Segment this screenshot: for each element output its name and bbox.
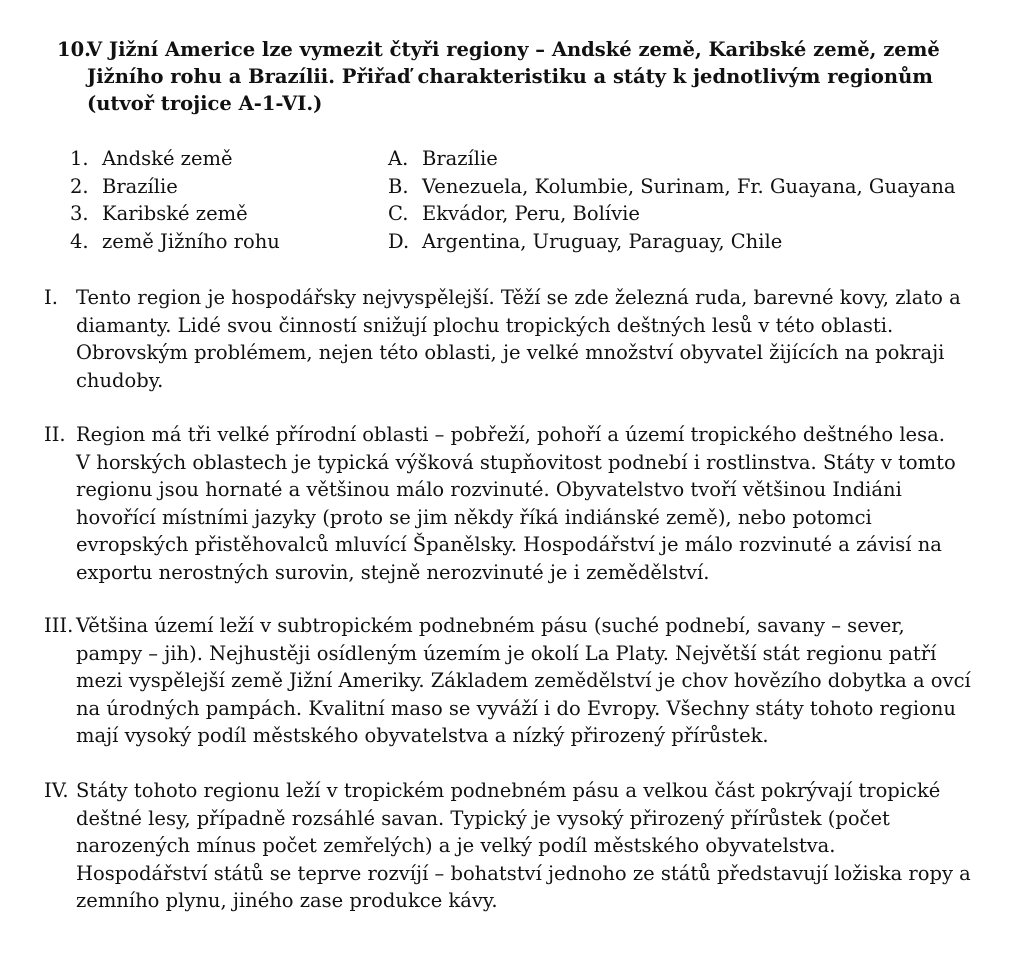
text-line: hovořící místními jazyky (proto se jim někdy říká indiánské země), nebo potomci (76, 505, 872, 529)
region-item (70, 228, 370, 256)
region-label: země Jižního rohu (102, 229, 280, 253)
text-line: Většina území leží v subtropickém podnebném pásu (suché podnebí, savany – sever, (76, 614, 905, 637)
text-line: zemního plynu, jiného zase produkce kávy. (76, 889, 498, 912)
characteristic-paragraph (44, 421, 994, 586)
question-number: 10. (57, 38, 91, 61)
characteristic-text (76, 612, 994, 750)
countries-list (388, 145, 1008, 255)
country-group-label: Brazílie (422, 147, 498, 170)
region-item (70, 200, 370, 228)
characteristic-numeral: I. (44, 286, 58, 309)
region-number: 1. (70, 147, 89, 170)
region-number: 3. (70, 202, 89, 225)
text-line: exportu nerostných surovin, stejně nerozvinuté je i zemědělství. (76, 560, 710, 584)
text-line: mají vysoký podíl městského obyvatelstva a nízký přirozený přírůstek. (76, 724, 769, 747)
country-group-item (388, 173, 1008, 201)
text-line: evropských přistěhovalců mluvící Španělsky. Hospodářství je málo rozvinuté a závisí na (76, 533, 942, 556)
country-group-letter: A. (388, 147, 409, 170)
text-line: deštné lesy, případně rozsáhlé savan. Typický je vysoký přirozený přírůstek (počet (76, 806, 890, 830)
text-line: chudoby. (76, 368, 164, 392)
region-label: Andské země (102, 147, 233, 170)
characteristic-paragraph (44, 284, 994, 394)
text-line: V horských oblastech je typická výšková stupňovitost podnebí i rostlinstva. Státy v tomto (76, 450, 956, 474)
region-item (70, 173, 370, 201)
question-line: Jižního rohu a Brazílii. Přiřaď charakteristiku a státy k jednotlivým regionům (87, 65, 933, 88)
characteristic-paragraph (44, 777, 994, 915)
region-number: 4. (70, 229, 89, 253)
country-group-letter: C. (388, 202, 409, 225)
characteristic-numeral: IV. (44, 779, 69, 802)
characteristic-numeral: III. (44, 614, 74, 637)
country-group-item (388, 145, 1008, 173)
question-line: (utvoř trojice A-1-VI.) (87, 92, 323, 115)
region-label: Karibské země (102, 202, 248, 225)
country-group-letter: D. (388, 229, 410, 253)
region-item (70, 145, 370, 173)
region-label: Brazílie (102, 174, 178, 198)
text-line: regionu jsou hornaté a většinou málo rozvinuté. Obyvatelstvo tvoří většinou Indiáni (76, 478, 902, 501)
text-line: Region má tři velké přírodní oblasti – pobřeží, pohoří a území tropického deštného lesa. (76, 423, 945, 446)
characteristic-text (76, 421, 994, 586)
country-group-label: Argentina, Uruguay, Paraguay, Chile (422, 229, 783, 253)
country-group-letter: B. (388, 174, 409, 198)
characteristic-paragraph (44, 612, 994, 750)
country-group-item (388, 200, 1008, 228)
text-line: Hospodářství států se teprve rozvíjí – bohatství jednoho ze států představují ložiska ropy a (76, 861, 971, 885)
question-line: V Jižní Americe lze vymezit čtyři regiony – Andské země, Karibské země, země (87, 38, 940, 61)
text-line: mezi vyspělejší země Jižní Ameriky. Základem zemědělství je chov hovězího dobytka a ovcí (76, 669, 971, 692)
characteristic-text (76, 284, 994, 394)
characteristic-text (76, 777, 994, 915)
question-text (57, 36, 987, 117)
country-group-label: Ekvádor, Peru, Bolívie (422, 202, 640, 225)
text-line: diamanty. Lidé svou činností snižují plochu tropických deštných lesů v této oblasti. (76, 313, 894, 337)
text-line: Obrovským problémem, nejen této oblasti, je velké množství obyvatel žijících na pokraji (76, 341, 945, 364)
country-group-label: Venezuela, Kolumbie, Surinam, Fr. Guayana, Guayana (422, 174, 956, 198)
text-line: pampy – jih). Nejhustěji osídleným územím je okolí La Platy. Největší stát regionu patří (76, 641, 937, 665)
text-line: Tento region je hospodářsky nejvyspělejší. Těží se zde železná ruda, barevné kovy, zlato a (76, 286, 961, 309)
characteristic-numeral: II. (44, 423, 66, 446)
regions-list (70, 145, 370, 255)
text-line: Státy tohoto regionu leží v tropickém podnebném pásu a velkou část pokrývají tropické (76, 779, 941, 802)
text-line: narozených mínus počet zemřelých) a je velký podíl městského obyvatelstva. (76, 834, 836, 857)
question-heading (57, 36, 987, 117)
region-number: 2. (70, 174, 89, 198)
country-group-item (388, 228, 1008, 256)
text-line: na úrodných pampách. Kvalitní maso se vyváží i do Evropy. Všechny státy tohoto regionu (76, 696, 956, 720)
